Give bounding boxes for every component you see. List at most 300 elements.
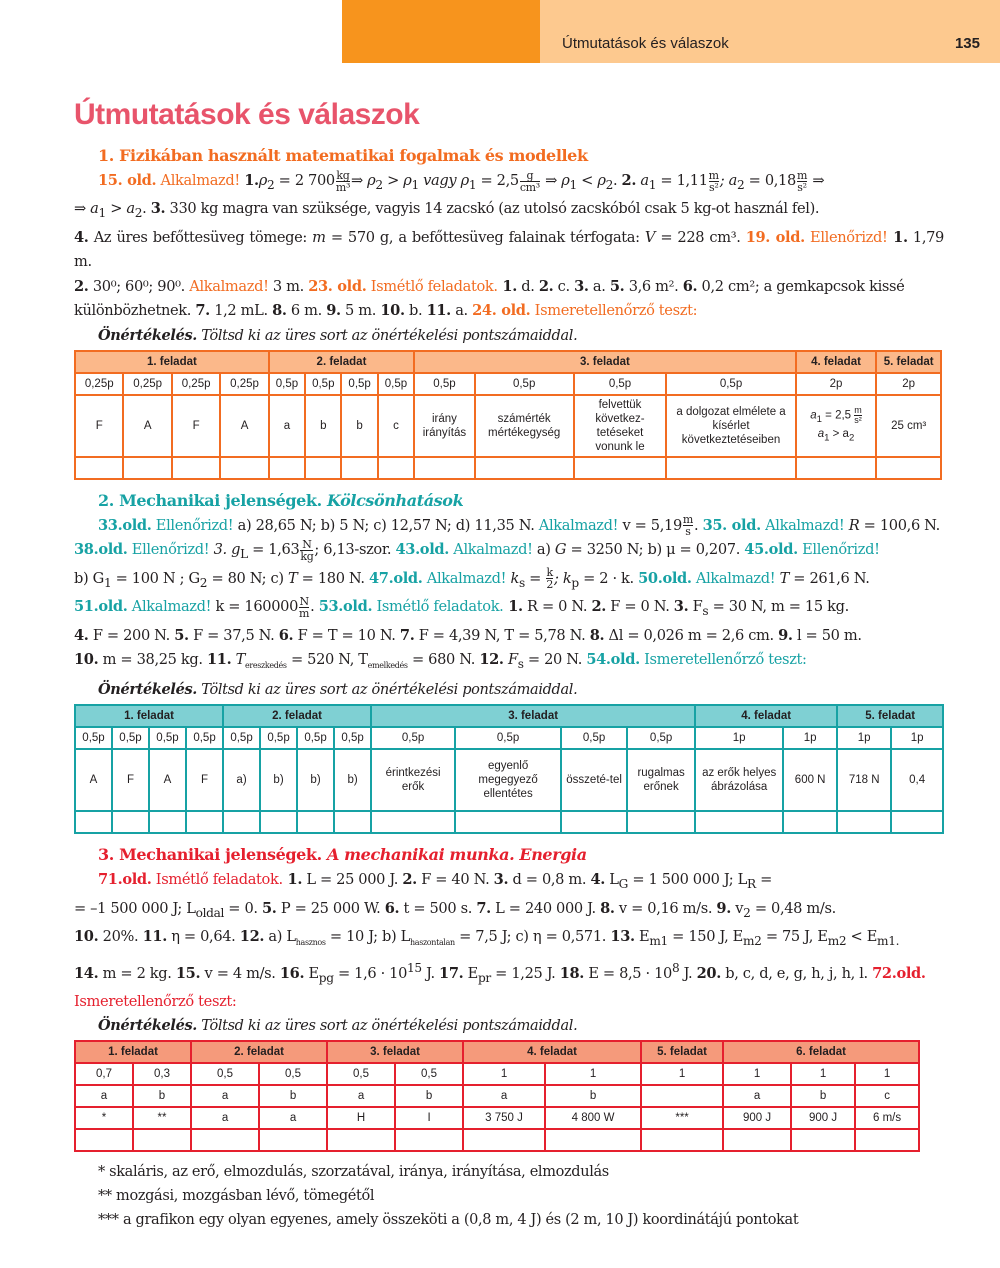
sup: 15 xyxy=(407,960,422,975)
item-num: 5. xyxy=(609,277,625,295)
self-score-input[interactable] xyxy=(75,811,112,833)
text: = 2,5 xyxy=(821,409,852,422)
text: V xyxy=(644,228,656,246)
label: Ellenőrizd! xyxy=(127,541,210,559)
header-accent-block xyxy=(342,0,540,63)
text: a xyxy=(636,172,649,189)
points-cell: 0,5p xyxy=(186,727,223,749)
page-ref: 19. old. xyxy=(745,228,805,246)
text: F = 0 N. xyxy=(605,598,674,616)
self-score-input[interactable] xyxy=(796,457,877,479)
self-score-input[interactable] xyxy=(149,811,186,833)
points-cell: 0,5p xyxy=(627,727,695,749)
item-num: 5. xyxy=(174,626,189,644)
sub: m1 xyxy=(649,934,668,949)
text: J. xyxy=(421,964,440,982)
points-cell: 0,5p xyxy=(334,727,371,749)
points-cell: 0,5p xyxy=(260,727,297,749)
header-cell: 2. feladat xyxy=(223,705,371,727)
points-cell: 1p xyxy=(783,727,837,749)
text: F = 37,5 N. xyxy=(188,626,279,644)
text: F = T = 10 N. xyxy=(293,626,400,644)
points-cell: 2p xyxy=(876,373,941,395)
text: 0,2 cm²; a gemkapcsok kissé xyxy=(697,277,905,295)
points-cell: 0,5p xyxy=(455,727,561,749)
sub: ereszkedés xyxy=(245,660,287,670)
self-score-input[interactable] xyxy=(723,1129,791,1151)
points-cell: 0,5p xyxy=(297,727,334,749)
points-cell: 0,5p xyxy=(475,373,574,395)
text: ⇒ ρ xyxy=(540,172,570,189)
self-bold: Önértékelés. xyxy=(98,1017,197,1035)
fraction xyxy=(709,170,719,193)
self-score-input[interactable] xyxy=(123,457,171,479)
text: ⇒ a xyxy=(74,200,99,218)
self-score-input[interactable] xyxy=(269,457,305,479)
self-score-input[interactable] xyxy=(334,811,371,833)
text: F = 4,39 N, T = 5,78 N. xyxy=(414,626,590,644)
page-ref: 38.old. xyxy=(74,541,128,559)
points-cell: 0,5p xyxy=(666,373,795,395)
text: = 150 J, E xyxy=(667,928,743,946)
item-num: 7. xyxy=(476,899,491,917)
page-ref: 54.old. xyxy=(586,651,640,669)
num: m xyxy=(708,168,719,182)
num: N xyxy=(299,594,309,608)
sub: R xyxy=(747,877,756,892)
sub: hasznos xyxy=(295,938,326,948)
text: ⇒ ρ xyxy=(351,172,376,189)
item-num: 8. xyxy=(600,899,615,917)
den: s² xyxy=(797,180,807,194)
points-cell: 1p xyxy=(837,727,891,749)
label: Ismétlő feladatok. xyxy=(372,598,504,616)
self-score-input[interactable] xyxy=(891,811,943,833)
label: Ellenőrizd! xyxy=(797,541,880,559)
item-num: 1. xyxy=(497,277,517,295)
self-rest: Töltsd ki az üres sort az önértékelési pontszámaiddal. xyxy=(196,682,578,699)
points-cell: 0,7 xyxy=(75,1063,133,1085)
answer-cell: a xyxy=(269,395,305,457)
answer-cell: számérték mértékegység xyxy=(475,395,574,457)
label: Alkalmazd! xyxy=(127,598,212,616)
item-num: 4. xyxy=(74,228,89,246)
text: = 100,6 N. xyxy=(859,516,940,534)
text: = 1,6 · 10 xyxy=(333,964,408,982)
letter-cell: c xyxy=(855,1085,919,1107)
self-score-input[interactable] xyxy=(371,811,455,833)
text: = 2 700 xyxy=(274,172,335,189)
sub: s xyxy=(702,604,709,619)
item-num: 16. xyxy=(279,964,305,982)
den: s xyxy=(683,525,693,537)
self-score-input[interactable] xyxy=(837,811,891,833)
text: a) L xyxy=(264,928,296,946)
self-score-input[interactable] xyxy=(855,1129,919,1151)
self-score-input[interactable] xyxy=(561,811,627,833)
sub: 1 xyxy=(103,575,112,590)
points-cell: 0,5p xyxy=(269,373,305,395)
text: L = 240 000 J. xyxy=(490,899,601,917)
text: = 0. xyxy=(224,899,262,917)
self-score-input[interactable] xyxy=(666,457,795,479)
text: ; a xyxy=(719,172,737,189)
points-cell: 0,25p xyxy=(123,373,171,395)
text: = 2,5 xyxy=(476,172,519,189)
text: k xyxy=(506,569,519,587)
text: = 261,6 N. xyxy=(788,569,870,587)
points-cell: 0,5p xyxy=(341,373,377,395)
num: k xyxy=(546,566,553,580)
letter-cell: a xyxy=(75,1085,133,1107)
heading-main: 3. Mechanikai jelenségek. xyxy=(98,845,322,865)
self-score-input[interactable] xyxy=(574,457,667,479)
text: E xyxy=(634,928,650,946)
label: Alkalmazd! xyxy=(160,172,240,189)
points-cell: 1 xyxy=(545,1063,641,1085)
text: E = 8,5 · 10 xyxy=(584,964,672,982)
answer-cell xyxy=(796,395,877,457)
self-score-input[interactable] xyxy=(297,811,334,833)
section2-heading xyxy=(74,488,944,514)
text: T xyxy=(287,569,298,587)
sup: 8 xyxy=(671,960,680,975)
label: Alkalmazd! xyxy=(448,541,533,559)
self-score-input[interactable] xyxy=(186,811,223,833)
text: < ρ xyxy=(576,172,606,189)
self-rest: Töltsd ki az üres sort az önértékelési pontszámaiddal. xyxy=(196,327,578,344)
self-score-input[interactable] xyxy=(876,457,941,479)
label: Alkalmazd! xyxy=(189,277,269,295)
page-ref: 15. old. xyxy=(98,172,157,189)
answer-cell: 0,4 xyxy=(891,749,943,811)
self-assessment-note xyxy=(74,678,944,702)
table-header-row xyxy=(75,705,943,727)
text: F = 200 N. xyxy=(88,626,175,644)
page-ref: 53.old. xyxy=(318,598,373,616)
text: R = 0 N. xyxy=(522,598,592,616)
text: 30⁰; 60⁰; 90⁰. xyxy=(88,277,190,295)
item-num: 14. xyxy=(74,964,99,982)
text: 1,79 m. xyxy=(74,228,944,271)
sub: oldal xyxy=(195,905,225,920)
answer-cell: A xyxy=(149,749,186,811)
num: N xyxy=(302,537,312,551)
answer-cell: 25 cm³ xyxy=(876,395,941,457)
sub: 1 xyxy=(98,206,106,221)
answers-row xyxy=(75,395,941,457)
self-score-row xyxy=(75,457,941,479)
heading-sub: A mechanikai munka. Energia xyxy=(321,845,587,865)
item-num: 10. xyxy=(380,302,405,320)
text: k = 160000 xyxy=(211,598,299,616)
self-score-input[interactable] xyxy=(341,457,377,479)
sub: m1. xyxy=(877,934,900,949)
self-score-input[interactable] xyxy=(455,811,561,833)
text: L xyxy=(605,871,619,889)
fraction xyxy=(336,170,350,193)
letter-cell: a xyxy=(463,1085,545,1107)
fraction xyxy=(683,514,693,537)
label: Ismétlő feladatok. xyxy=(366,277,498,295)
text: 3,6 m². xyxy=(624,277,683,295)
self-score-input[interactable] xyxy=(260,811,297,833)
num: m xyxy=(854,405,862,416)
points-cell: 1 xyxy=(723,1063,791,1085)
points-cell: 0,5 xyxy=(395,1063,463,1085)
text: E xyxy=(304,964,319,982)
text: . xyxy=(310,598,319,616)
self-score-input[interactable] xyxy=(220,457,268,479)
self-score-input[interactable] xyxy=(75,1129,133,1151)
sub: 1 xyxy=(824,432,830,444)
label: Ismeretellenőrző teszt: xyxy=(530,302,698,320)
num: m xyxy=(682,513,693,527)
item-num: 12. xyxy=(479,651,504,669)
text: T xyxy=(775,569,789,587)
sub: pg xyxy=(318,970,334,985)
item-num: 3. xyxy=(493,871,509,889)
self-score-input[interactable] xyxy=(112,811,149,833)
points-cell: 0,5p xyxy=(561,727,627,749)
table-header-row xyxy=(75,351,941,373)
text: t = 500 s. xyxy=(399,899,477,917)
fraction xyxy=(797,170,807,193)
den: kg xyxy=(300,549,314,563)
self-score-input[interactable] xyxy=(545,1129,641,1151)
self-score-input[interactable] xyxy=(695,811,783,833)
answer-cell: b xyxy=(341,395,377,457)
text: a xyxy=(810,409,817,422)
answer-cell: *** xyxy=(641,1107,723,1129)
section1-paragraph xyxy=(74,169,944,324)
section2-paragraph xyxy=(74,514,944,679)
text: a. xyxy=(450,302,473,320)
text: = 520 N, T xyxy=(286,651,368,669)
item-num: 2. xyxy=(621,172,637,189)
points-cell: 0,5 xyxy=(327,1063,395,1085)
header-cell: 6. feladat xyxy=(723,1041,919,1063)
self-score-input[interactable] xyxy=(641,1129,723,1151)
text: = 0,18 xyxy=(744,172,796,189)
answer-cell: irány irányítás xyxy=(414,395,475,457)
text: b. xyxy=(404,302,427,320)
text: ; k xyxy=(553,569,572,587)
self-score-input[interactable] xyxy=(783,811,837,833)
header-cell: 1. feladat xyxy=(75,705,223,727)
answer-cell: a xyxy=(191,1107,259,1129)
page-ref: 24. old. xyxy=(472,302,531,320)
text: F = 40 N. xyxy=(416,871,494,889)
self-score-input[interactable] xyxy=(414,457,475,479)
answer-cell: F xyxy=(112,749,149,811)
points-cell: 0,5 xyxy=(259,1063,327,1085)
header-cell: 2. feladat xyxy=(269,351,414,373)
header-cell: 1. feladat xyxy=(75,351,269,373)
points-cell: 0,5p xyxy=(149,727,186,749)
self-score-input[interactable] xyxy=(305,457,341,479)
text: = 20 N. xyxy=(523,651,587,669)
self-assessment-note xyxy=(74,1014,944,1038)
self-rest: Töltsd ki az üres sort az önértékelési pontszámaiddal. xyxy=(196,1018,578,1035)
text: v = 5,19 xyxy=(618,516,682,534)
section3-heading xyxy=(74,842,944,868)
sub: 2 xyxy=(375,177,383,192)
den: cm³ xyxy=(519,180,540,194)
header-cell: 5. feladat xyxy=(876,351,941,373)
answer-cell: 600 N xyxy=(783,749,837,811)
self-score-input[interactable] xyxy=(627,811,695,833)
text: v = 0,16 m/s. xyxy=(614,899,717,917)
fraction xyxy=(546,567,553,590)
answer-cell: egyenlő megegyező ellentétes xyxy=(455,749,561,811)
text: c. xyxy=(553,277,575,295)
sub: 1 xyxy=(411,177,419,192)
sub: 2 xyxy=(848,432,855,444)
header-cell: 3. feladat xyxy=(371,705,695,727)
item-num: 11. xyxy=(426,302,451,320)
item-num: 2. xyxy=(74,277,89,295)
sub: s xyxy=(517,656,524,671)
page-ref: 33.old. xyxy=(98,516,152,534)
item-num: 9. xyxy=(716,899,731,917)
text: = 0,48 m/s. xyxy=(750,899,836,917)
text: = 10 J; b) L xyxy=(325,928,410,946)
self-score-input[interactable] xyxy=(378,457,414,479)
page-ref: 51.old. xyxy=(74,598,128,616)
text: η = 0,64. xyxy=(166,928,240,946)
sub: 2 xyxy=(134,206,143,221)
text: = xyxy=(755,871,772,889)
letter-cell: a xyxy=(191,1085,259,1107)
item-num: 6. xyxy=(682,277,698,295)
points-cell: 1 xyxy=(855,1063,919,1085)
text: T xyxy=(231,651,245,669)
fraction xyxy=(854,406,862,425)
heading-main: 2. Mechanikai jelenségek. xyxy=(98,490,322,510)
answer-cell: c xyxy=(378,395,414,457)
text: = 1,25 J. xyxy=(490,964,560,982)
den: s² xyxy=(709,180,719,194)
num: g xyxy=(526,168,534,182)
self-score-input[interactable] xyxy=(463,1129,545,1151)
item-num: 4. xyxy=(590,871,606,889)
footnote: ** mozgási, mozgásban lévő, tömegétől xyxy=(98,1188,375,1205)
self-score-input[interactable] xyxy=(475,457,574,479)
page-ref: 50.old. xyxy=(638,569,692,587)
fraction xyxy=(300,539,313,562)
answer-cell: A xyxy=(123,395,171,457)
self-score-input[interactable] xyxy=(75,457,123,479)
answer-cell: az erők helyes ábrázolása xyxy=(695,749,783,811)
points-cell: 0,25p xyxy=(220,373,268,395)
fraction xyxy=(520,170,540,193)
item-num: 11. xyxy=(206,651,232,669)
self-score-input[interactable] xyxy=(223,811,260,833)
text: d = 0,8 m. xyxy=(508,871,591,889)
den: 2 xyxy=(546,578,553,592)
answer-cell: a dolgozat elmélete a kísérlet következtetéseiben xyxy=(666,395,795,457)
self-score-input[interactable] xyxy=(133,1129,191,1151)
table-header-row xyxy=(75,1041,919,1063)
text: > ρ xyxy=(382,172,412,189)
text: F xyxy=(503,651,518,669)
text: F xyxy=(688,598,703,616)
header-cell: 4. feladat xyxy=(463,1041,641,1063)
text: . xyxy=(693,516,703,534)
item-num: 13. xyxy=(610,928,635,946)
label: Alkalmazd! xyxy=(538,516,619,534)
text: = 80 N; c) xyxy=(207,569,288,587)
answer-cell: 718 N xyxy=(837,749,891,811)
den: s² xyxy=(854,415,862,426)
item-num: 11. xyxy=(142,928,167,946)
self-score-input[interactable] xyxy=(395,1129,463,1151)
self-score-input[interactable] xyxy=(327,1129,395,1151)
points-cell: 1 xyxy=(641,1063,723,1085)
label: Alkalmazd! xyxy=(760,516,845,534)
header-cell: 4. feladat xyxy=(796,351,877,373)
points-cell: 0,5p xyxy=(112,727,149,749)
text: 330 kg magra van szüksége, vagyis 14 zacskó (az utolsó zacskóból csak 5 kg-ot használ fel). xyxy=(165,200,820,218)
item-num: 6. xyxy=(384,899,400,917)
sub: m2 xyxy=(742,934,762,949)
text: v = 4 m/s. xyxy=(200,964,280,982)
header-cell: 4. feladat xyxy=(695,705,837,727)
item-num: 10. xyxy=(74,928,99,946)
page-ref: 71.old. xyxy=(98,871,152,889)
sub: p xyxy=(571,575,579,590)
header-bar xyxy=(540,0,1000,63)
letter-cell: b xyxy=(259,1085,327,1107)
self-score-input[interactable] xyxy=(259,1129,327,1151)
points-cell: 0,5 xyxy=(191,1063,259,1085)
section1-score-table xyxy=(74,350,942,480)
item-num: 8. xyxy=(272,302,287,320)
text: . xyxy=(612,172,622,189)
self-score-input[interactable] xyxy=(791,1129,855,1151)
answer-cell: b) xyxy=(334,749,371,811)
num: kg xyxy=(336,168,350,182)
letter-cell xyxy=(641,1085,723,1107)
text: különbözhetnek. xyxy=(74,302,196,320)
text: 3 m. xyxy=(268,277,309,295)
den: m³ xyxy=(335,180,350,194)
answer-cell: * xyxy=(75,1107,133,1129)
answer-cell: F xyxy=(75,395,123,457)
content xyxy=(74,143,944,1232)
item-num: 8. xyxy=(589,626,605,644)
running-title: Útmutatások és válaszok xyxy=(562,35,729,52)
section1-heading: 1. Fizikában használt matematikai fogalmak és modellek xyxy=(98,146,588,165)
self-score-input[interactable] xyxy=(172,457,220,479)
text: b, c, d, e, g, h, j, h, l. xyxy=(720,964,873,982)
text: m = 2 kg. xyxy=(98,964,176,982)
item-num: 1. xyxy=(282,871,303,889)
item-num: 12. xyxy=(239,928,265,946)
text: = 180 N. xyxy=(297,569,369,587)
answers-row xyxy=(75,749,943,811)
answer-cell: 900 J xyxy=(791,1107,855,1129)
page-number: 135 xyxy=(954,35,980,52)
self-score-input[interactable] xyxy=(191,1129,259,1151)
points-cell: 0,5p xyxy=(574,373,667,395)
text: = –1 500 000 J; L xyxy=(74,899,196,917)
answer-cell: a xyxy=(259,1107,327,1129)
text: 1,2 mL. xyxy=(209,302,273,320)
item-num: 4. xyxy=(74,626,89,644)
sub: 1 xyxy=(569,177,577,192)
